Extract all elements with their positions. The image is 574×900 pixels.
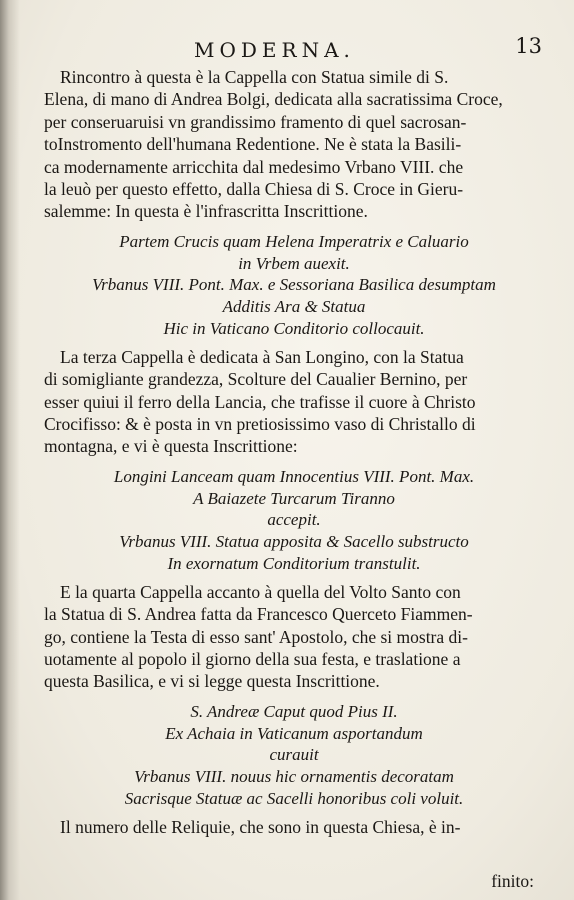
page-number: 13 (515, 34, 542, 58)
text-line: ca modernamente arricchita dal medesimo Vrbano VIII. che (44, 156, 464, 177)
page-header (44, 34, 544, 64)
inscription-line: Ex Achaia in Vaticanum asportandum (165, 723, 423, 743)
inscription-line: curauit (269, 745, 319, 765)
text-line: La terza Cappella è dedicata à San Longino, con la Statua (60, 346, 464, 367)
inscription-line: Additis Ara & Statua (222, 297, 366, 317)
catchword: finito: (491, 871, 534, 891)
text-line: per conseruaruisi vn grandissimo framento di quel sacrosan- (44, 111, 467, 132)
text-line: Rincontro à questa è la Cappella con Statua simile di S. (60, 67, 449, 87)
inscription-line: Vrbanus VIII. Pont. Max. e Sessoriana Basilica desumptam (92, 275, 496, 295)
text-line: la leuò per questo effetto, dalla Chiesa di S. Croce in Gieru- (44, 179, 464, 200)
paragraph-2 (44, 346, 544, 458)
text-line: Elena, di mano di Andrea Bolgi, dedicata alla sacratissima Croce, (44, 89, 503, 110)
paragraph-4 (44, 816, 544, 838)
inscription-line: Partem Crucis quam Helena Imperatrix e Caluario (119, 231, 469, 251)
text-line: toInstromento dell'humana Redentione. Ne è stata la Basili- (44, 134, 462, 155)
inscription-3 (44, 701, 544, 810)
inscription-line: S. Andreæ Caput quod Pius II. (190, 701, 398, 721)
text-line: Crocifisso: & è posta in vn pretiosissimo vaso di Christallo di (44, 414, 476, 435)
paragraph-1 (44, 66, 544, 223)
inscription-line: Sacrisque Statuæ ac Sacelli honoribus coli voluit. (124, 789, 464, 809)
inscription-line: Longini Lanceam quam Innocentius VIII. Pont. Max. (113, 466, 475, 486)
text-line: E la quarta Cappella accanto à quella del Volto Santo con (60, 581, 461, 602)
text-line: esser quiui il ferro della Lancia, che trafisse il cuore à Christo (44, 391, 476, 412)
text-line: questa Basilica, e vi si legge questa Inscrittione. (44, 671, 380, 692)
text-line: la Statua di S. Andrea fatta da Francesco Querceto Fiammen- (44, 604, 473, 625)
inscription-2 (44, 466, 544, 575)
inscription-1 (44, 231, 544, 340)
text-line: montagna, e vi è questa Inscrittione: (44, 436, 298, 457)
inscription-line: in Vrbem auexit. (238, 253, 350, 273)
inscription-line: Hic in Vaticano Conditorio collocauit. (163, 319, 425, 339)
running-title: MODERNA. (194, 38, 355, 62)
text-line: uotamente al popolo il giorno della sua festa, e traslatione a (44, 649, 461, 670)
text-line: Il numero delle Reliquie, che sono in questa Chiesa, è in- (60, 816, 461, 837)
text-line: di somigliante grandezza, Scolture del Caualier Bernino, per (44, 369, 468, 390)
page-gutter-shadow (0, 0, 20, 900)
inscription-line: Vrbanus VIII. nouus hic ornamentis decoratam (134, 767, 454, 787)
text-line: salemme: In questa è l'infrascritta Inscrittione. (44, 201, 368, 222)
text-line: go, contiene la Testa di esso sant' Apostolo, che si mostra di- (44, 626, 468, 647)
inscription-line: accepit. (267, 510, 321, 530)
inscription-line: In exornatum Conditorium transtulit. (167, 554, 421, 574)
inscription-line: Vrbanus VIII. Statua apposita & Sacello substructo (119, 532, 469, 552)
inscription-line: A Baiazete Turcarum Tiranno (193, 488, 395, 508)
paragraph-3 (44, 581, 544, 693)
